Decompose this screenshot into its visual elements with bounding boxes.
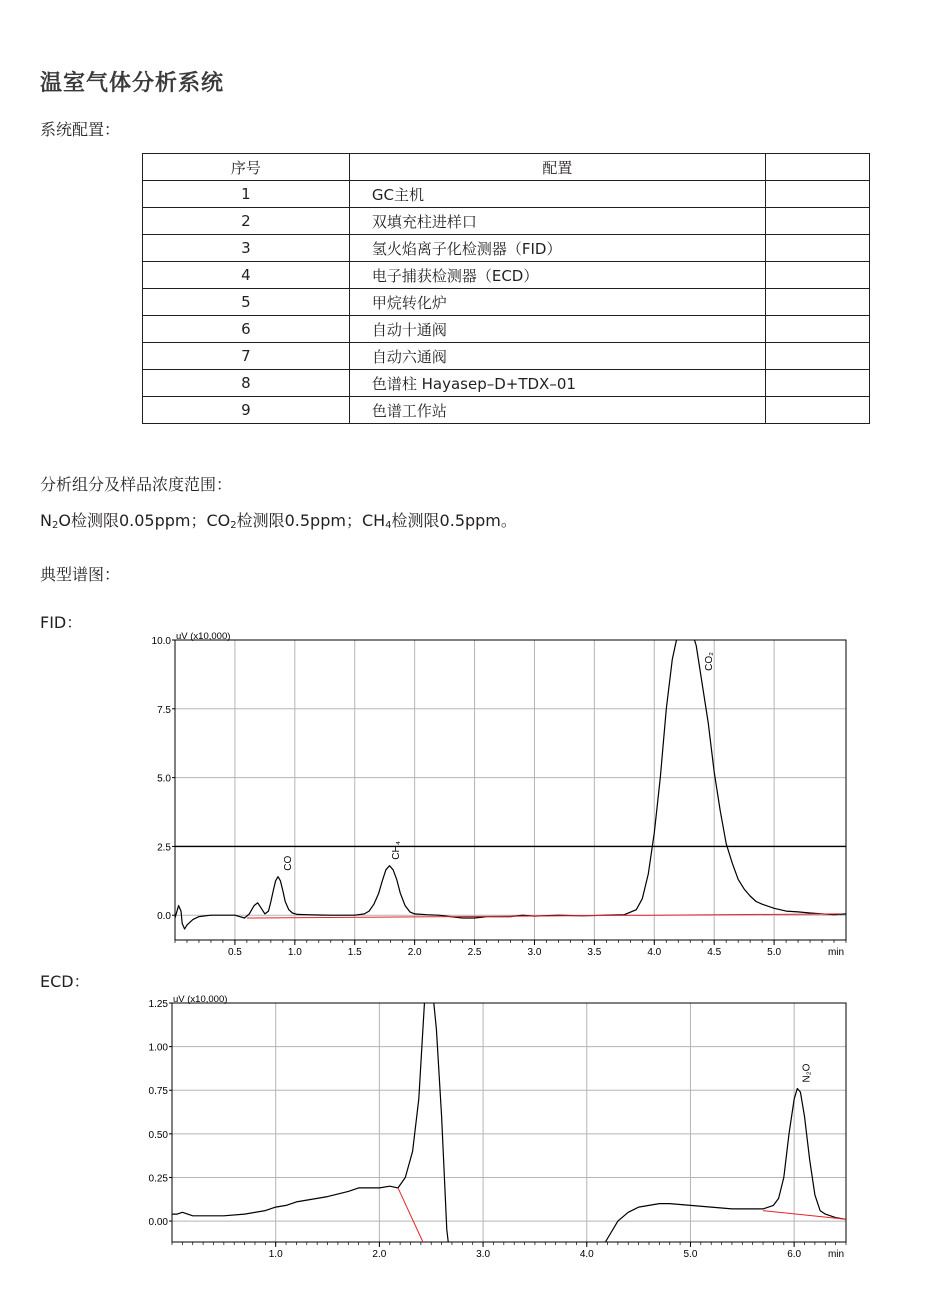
row-no: 3 [143,235,350,262]
row-no: 8 [143,370,350,397]
row-blank [765,181,869,208]
row-config: 色谱柱 Hayasep–D+TDX–01 [349,370,765,397]
row-config: 电子捕获检测器（ECD） [349,262,765,289]
row-no: 1 [143,181,350,208]
x-tick-label: 3.0 [476,1249,491,1260]
header-blank [765,154,869,181]
config-label: 系统配置： [40,120,121,139]
ecd-label: ECD： [40,972,90,991]
x-tick-label: 6.0 [787,1249,802,1260]
ecd-plot [149,977,846,1274]
peak-label: CO₂ [703,652,715,671]
row-config: 氢火焰离子化检测器（FID） [349,235,765,262]
x-tick-label: 5.0 [683,1249,698,1260]
table-row [143,262,870,289]
row-blank [765,370,869,397]
table-row [143,370,870,397]
fid-label: FID： [40,613,83,632]
row-blank [765,262,869,289]
y-tick-label: 1.00 [148,1042,168,1054]
header-config: 配置 [349,154,765,181]
dl-co2-sub: 2 [230,520,237,531]
dl-ch4-rest: 检测限0.5ppm。 [391,511,517,530]
page-title: 温室气体分析系统 [40,71,225,96]
signal-line [175,624,846,930]
dl-ch4-sub: 4 [385,520,392,531]
x-axis-label: min [827,1249,845,1260]
row-config: 自动十通阀 [349,316,765,343]
y-tick-label: 7.5 [157,704,171,716]
components-label: 分析组分及样品浓度范围： [40,475,233,494]
y-tick-label: 0.50 [148,1129,168,1141]
fid-plot [152,624,846,959]
x-tick-label: 1.0 [287,947,302,958]
baseline-line [247,914,840,918]
header-no: 序号 [143,154,350,181]
dl-ch4-main: CH [361,511,386,530]
y-tick-label: 2.5 [157,842,171,854]
y-tick-label: 1.25 [148,999,168,1010]
table-header-row [143,154,870,181]
x-tick-label: 5.0 [767,947,782,958]
x-tick-label: 3.0 [527,947,542,958]
plot-frame [172,1003,846,1242]
dl-co2-rest: 检测限0.5ppm； [236,511,362,530]
row-config: 甲烷转化炉 [349,289,765,316]
row-no: 7 [143,343,350,370]
x-tick-label: 3.5 [587,947,602,958]
table-row [143,181,870,208]
x-tick-label: 0.5 [227,947,242,958]
x-tick-label: 1.0 [268,1249,283,1260]
row-config: 自动六通阀 [349,343,765,370]
y-tick-label: 10.0 [151,636,171,647]
dl-n2o-rest: O检测限0.05ppm； [58,511,207,530]
row-no: 9 [143,397,350,424]
table-row [143,397,870,424]
x-tick-label: 4.0 [647,947,662,958]
x-tick-label: 2.0 [372,1249,387,1260]
table-row [143,208,870,235]
plot-frame [175,640,846,940]
x-axis-label: min [827,947,845,958]
y-tick-label: 0.0 [157,911,171,923]
row-no: 6 [143,316,350,343]
row-blank [765,208,869,235]
x-tick-label: 4.5 [707,947,722,958]
row-config: 双填充柱进样口 [349,208,765,235]
table-row [143,289,870,316]
row-no: 5 [143,289,350,316]
signal-line [172,977,846,1274]
detection-limits [40,508,517,531]
peak-label: N₂O [801,1063,813,1083]
y-tick-label: 0.75 [148,1086,168,1098]
config-table [142,153,870,424]
spectrum-label: 典型谱图： [40,565,121,584]
baseline-line [763,1211,846,1220]
x-tick-label: 4.0 [579,1249,594,1260]
y-axis-label: uV (x10,000) [173,994,228,1005]
x-tick-label: 2.5 [467,947,482,958]
y-tick-label: 5.0 [157,773,171,785]
peak-label: CO [283,855,295,871]
row-blank [765,397,869,424]
x-tick-label: 1.5 [347,947,362,958]
row-blank [765,289,869,316]
table-row [143,235,870,262]
row-no: 4 [143,262,350,289]
baseline-line [398,1188,423,1242]
row-blank [765,343,869,370]
dl-n2o-sub: 2 [51,520,59,531]
row-config: GC主机 [349,181,765,208]
dl-co2-main: CO [206,511,231,530]
dl-n2o-main: N [40,511,52,530]
peak-label: CH₄ [391,841,403,860]
y-axis-label: uV (x10,000) [176,631,231,642]
y-tick-label: 0.00 [148,1217,168,1229]
row-blank [765,316,869,343]
x-tick-label: 2.0 [407,947,422,958]
row-blank [765,235,869,262]
y-tick-label: 0.25 [148,1173,168,1185]
row-config: 色谱工作站 [349,397,765,424]
table-row [143,343,870,370]
row-no: 2 [143,208,350,235]
table-row [143,316,870,343]
